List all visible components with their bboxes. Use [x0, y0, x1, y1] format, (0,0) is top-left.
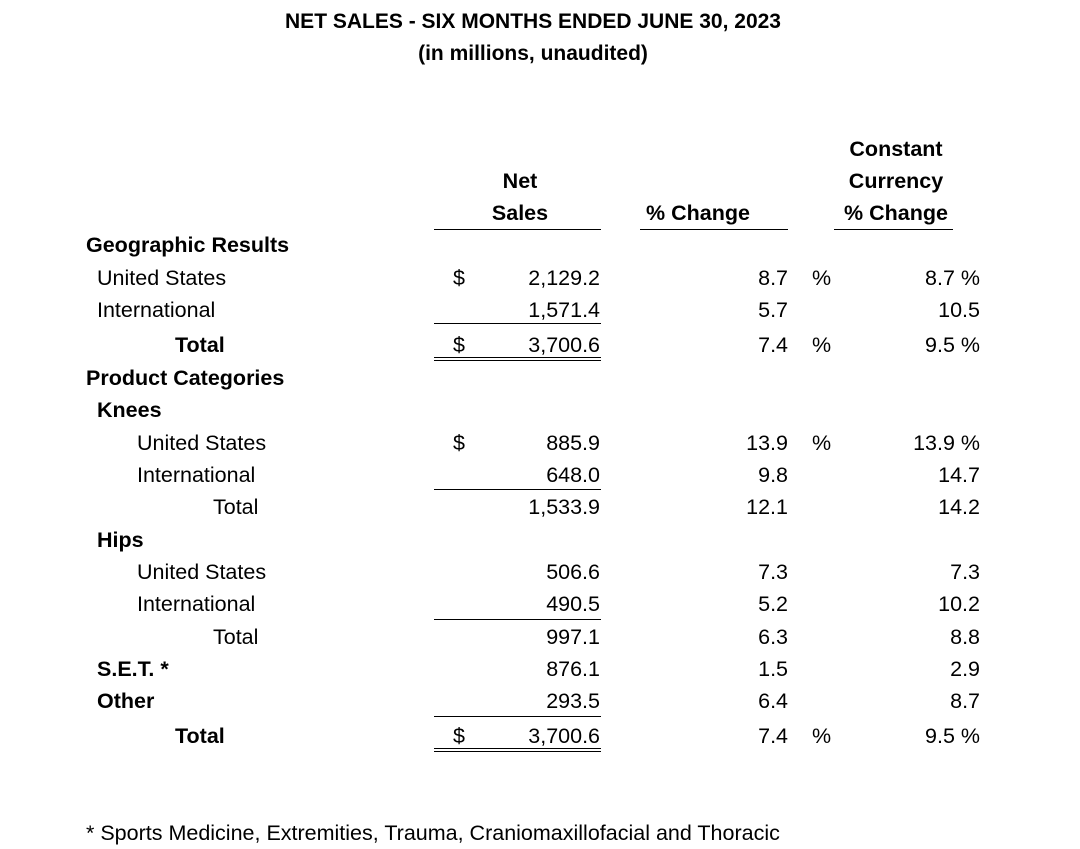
- pct-change-header: % Change: [646, 201, 750, 225]
- net-sales-value: 1,533.9: [528, 495, 600, 519]
- pct-change-value: 7.4: [758, 724, 788, 748]
- dollar-sign: $: [453, 333, 465, 357]
- net-sales-value: 1,571.4: [528, 298, 600, 322]
- pct-change-value: 6.3: [758, 625, 788, 649]
- net-sales-value: 3,700.6: [528, 724, 600, 748]
- dollar-sign: $: [453, 266, 465, 290]
- cc-header-underline: [834, 229, 953, 230]
- dollar-sign: $: [453, 431, 465, 455]
- net-sales-value: 293.5: [546, 689, 600, 713]
- cc-pct-change-value: 2.9: [950, 657, 980, 681]
- net-sales-value: 3,700.6: [528, 333, 600, 357]
- net-sales-value: 506.6: [546, 560, 600, 584]
- row-label: International: [137, 592, 256, 616]
- row-label: S.E.T. *: [97, 657, 169, 681]
- net-sales-header-underline: [434, 229, 601, 230]
- row-label: United States: [137, 431, 267, 455]
- pct-change-value: 1.5: [758, 657, 788, 681]
- net-sales-header-line2: Sales: [491, 201, 549, 225]
- row-label: Product Categories: [86, 366, 285, 390]
- cc-pct-change-value: 10.5: [938, 298, 980, 322]
- row-label: Total: [175, 333, 225, 357]
- net-sales-value: 648.0: [546, 463, 600, 487]
- row-label: Other: [97, 689, 155, 713]
- net-sales-value: 885.9: [546, 431, 600, 455]
- net-sales-value: 876.1: [546, 657, 600, 681]
- cc-pct-change-value: 8.7: [950, 689, 980, 713]
- row-label: International: [97, 298, 216, 322]
- pct-change-header-underline: [640, 229, 788, 230]
- footnote: * Sports Medicine, Extremities, Trauma, Craniomaxillofacial and Thoracic: [86, 821, 780, 845]
- row-label: United States: [137, 560, 267, 584]
- row-label: Total: [213, 495, 259, 519]
- pct-change-value: 13.9: [746, 431, 788, 455]
- pct-change-value: 9.8: [758, 463, 788, 487]
- row-label: Knees: [97, 398, 162, 422]
- row-label: Geographic Results: [86, 233, 290, 257]
- cc-pct-change-value: 8.8: [950, 625, 980, 649]
- row-label: International: [137, 463, 256, 487]
- cc-pct-change-value: 14.7: [938, 463, 980, 487]
- knees-subtotal-underline: [434, 489, 601, 490]
- cc-header-line2: Currency: [848, 169, 944, 193]
- grand-total-underline: [434, 716, 601, 717]
- row-label: United States: [97, 266, 227, 290]
- pct-change-value: 5.2: [758, 592, 788, 616]
- cc-pct-change-value: 13.9 %: [913, 431, 980, 455]
- pct-change-value: 7.4: [758, 333, 788, 357]
- cc-pct-change-value: 14.2: [938, 495, 980, 519]
- dollar-sign: $: [453, 724, 465, 748]
- cc-pct-change-value: 10.2: [938, 592, 980, 616]
- pct-change-value: 6.4: [758, 689, 788, 713]
- pct-change-value: 8.7: [758, 266, 788, 290]
- row-label: Total: [175, 724, 225, 748]
- cc-pct-change-value: 8.7 %: [925, 266, 980, 290]
- net-sales-header-line1: Net: [502, 169, 538, 193]
- net-sales-value: 2,129.2: [528, 266, 600, 290]
- cc-pct-change-value: 9.5 %: [925, 724, 980, 748]
- pct-change-value: 5.7: [758, 298, 788, 322]
- geo-subtotal-underline: [434, 323, 601, 324]
- cc-pct-change-value: 9.5 %: [925, 333, 980, 357]
- row-label: Total: [213, 625, 259, 649]
- cc-pct-change-value: 7.3: [950, 560, 980, 584]
- net-sales-value: 490.5: [546, 592, 600, 616]
- hips-subtotal-underline: [434, 619, 601, 620]
- pct-symbol: %: [812, 266, 832, 290]
- pct-symbol: %: [812, 431, 832, 455]
- cc-header-line3: % Change: [844, 201, 948, 225]
- grand-total-double-underline: [434, 748, 601, 752]
- pct-symbol: %: [812, 333, 832, 357]
- pct-change-value: 7.3: [758, 560, 788, 584]
- geo-total-double-underline: [434, 357, 601, 361]
- row-label: Hips: [97, 528, 144, 552]
- pct-change-value: 12.1: [746, 495, 788, 519]
- net-sales-value: 997.1: [546, 625, 600, 649]
- report-subtitle: (in millions, unaudited): [418, 42, 648, 65]
- cc-header-line1: Constant: [849, 137, 943, 161]
- pct-symbol: %: [812, 724, 832, 748]
- report-title: NET SALES - SIX MONTHS ENDED JUNE 30, 2023: [285, 10, 781, 33]
